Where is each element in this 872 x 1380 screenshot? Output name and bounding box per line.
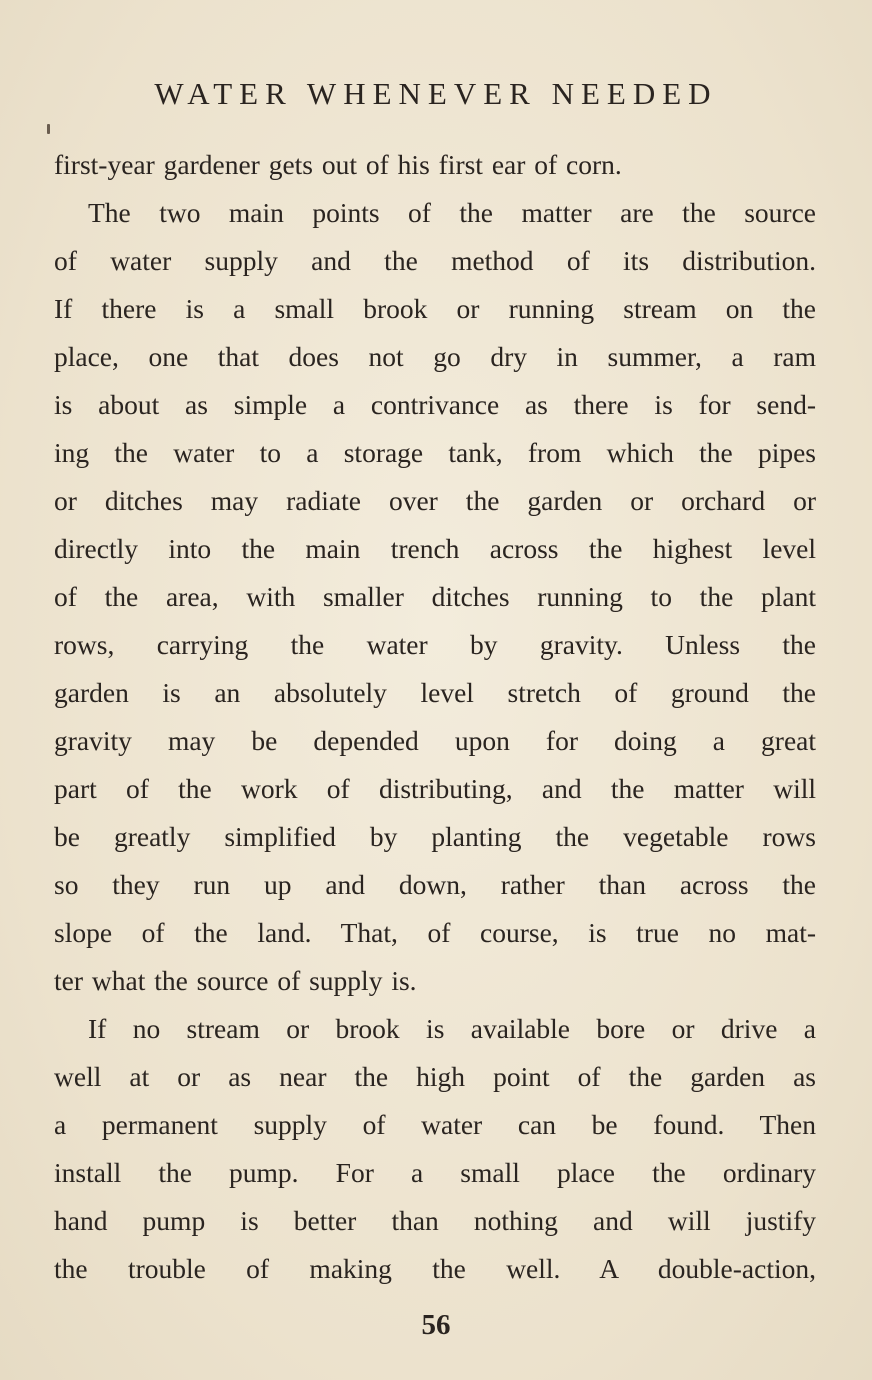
text-line: If no stream or brook is available bore or drive a	[88, 1013, 816, 1044]
text-line: hand pump is better than nothing and will justify	[54, 1205, 816, 1236]
text-line: well at or as near the high point of the garden as	[54, 1061, 816, 1092]
text-line: of water supply and the method of its distribution.	[54, 245, 816, 276]
text-line: gravity may be depended upon for doing a great	[54, 725, 816, 756]
text-line: or ditches may radiate over the garden or orchard or	[54, 485, 816, 516]
text-line: The two main points of the matter are the source	[88, 197, 816, 228]
running-head: WATER WHENEVER NEEDED	[154, 76, 718, 111]
text-line: ter what the source of supply is.	[54, 965, 417, 996]
body-text	[54, 141, 816, 1293]
text-line: place, one that does not go dry in summer, a ram	[54, 341, 816, 372]
text-line: a permanent supply of water can be found. Then	[54, 1109, 816, 1140]
text-line: so they run up and down, rather than across the	[54, 869, 816, 900]
text-line: ing the water to a storage tank, from which the pipes	[54, 437, 816, 468]
text-line: rows, carrying the water by gravity. Unless the	[54, 629, 816, 660]
text-line: is about as simple a contrivance as there is for send-	[54, 389, 816, 420]
text-line: garden is an absolutely level stretch of ground the	[54, 677, 816, 708]
text-line: be greatly simplified by planting the vegetable rows	[54, 821, 816, 852]
text-line: first-year gardener gets out of his first ear of corn.	[54, 149, 622, 180]
text-line: of the area, with smaller ditches running to the plant	[54, 581, 816, 612]
text-line: If there is a small brook or running stream on the	[54, 293, 816, 324]
text-line: the trouble of making the well. A double-action,	[54, 1253, 816, 1284]
text-line: slope of the land. That, of course, is true no mat-	[54, 917, 816, 948]
page-number: 56	[421, 1309, 451, 1341]
text-line: install the pump. For a small place the ordinary	[54, 1157, 816, 1188]
ink-speck	[47, 124, 50, 134]
text-line: directly into the main trench across the highest level	[54, 533, 816, 564]
text-line: part of the work of distributing, and the matter will	[54, 773, 816, 804]
